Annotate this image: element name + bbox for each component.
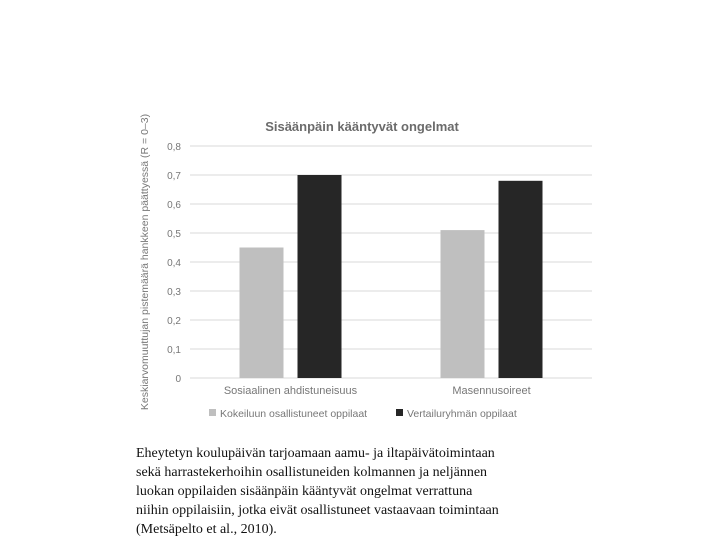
y-tick-label: 0,3 <box>167 287 181 298</box>
y-tick-label: 0,1 <box>167 345 181 356</box>
legend-label: Vertailuryhmän oppilaat <box>407 408 517 420</box>
legend-swatch <box>396 409 403 416</box>
y-tick-label: 0 <box>175 374 181 385</box>
y-tick-label: 0,2 <box>167 316 181 327</box>
y-tick-label: 0,8 <box>167 142 181 153</box>
bars <box>240 175 543 378</box>
y-tick-label: 0,6 <box>167 200 181 211</box>
x-axis-categories <box>224 385 531 397</box>
legend-swatch <box>209 409 216 416</box>
bar <box>499 181 543 378</box>
y-tick-label: 0,5 <box>167 229 181 240</box>
legend-label: Kokeiluun osallistuneet oppilaat <box>220 408 368 420</box>
x-category-label: Sosiaalinen ahdistuneisuus <box>223 385 358 397</box>
y-tick-label: 0,4 <box>167 258 181 269</box>
bar <box>240 248 284 379</box>
x-category-label: Masennusoireet <box>452 385 531 397</box>
bar <box>298 175 342 378</box>
bar <box>441 230 485 378</box>
y-axis-ticks <box>167 142 181 385</box>
figure-caption: Eheytetyn koulupäivän tarjoamaan aamu- ja iltapäivätoimintaan sekä harrastekerhoihin osallistuneiden kolmannen ja neljännen luokan oppilaiden sisäänpäin kääntyvät ongelmat verrattuna niihin oppilaisiin, jotka eivät osallistuneet vastaavaan toimintaan (Metsäpelto et al., 2010). <box>136 446 499 537</box>
legend <box>209 408 517 420</box>
y-tick-label: 0,7 <box>167 171 181 182</box>
chart-title: Sisäänpäin kääntyvät ongelmat <box>265 119 459 134</box>
y-axis-label: Keskiarvomuuttujan pistemäärä hankkeen päättyessä (R = 0–3) <box>139 113 151 411</box>
